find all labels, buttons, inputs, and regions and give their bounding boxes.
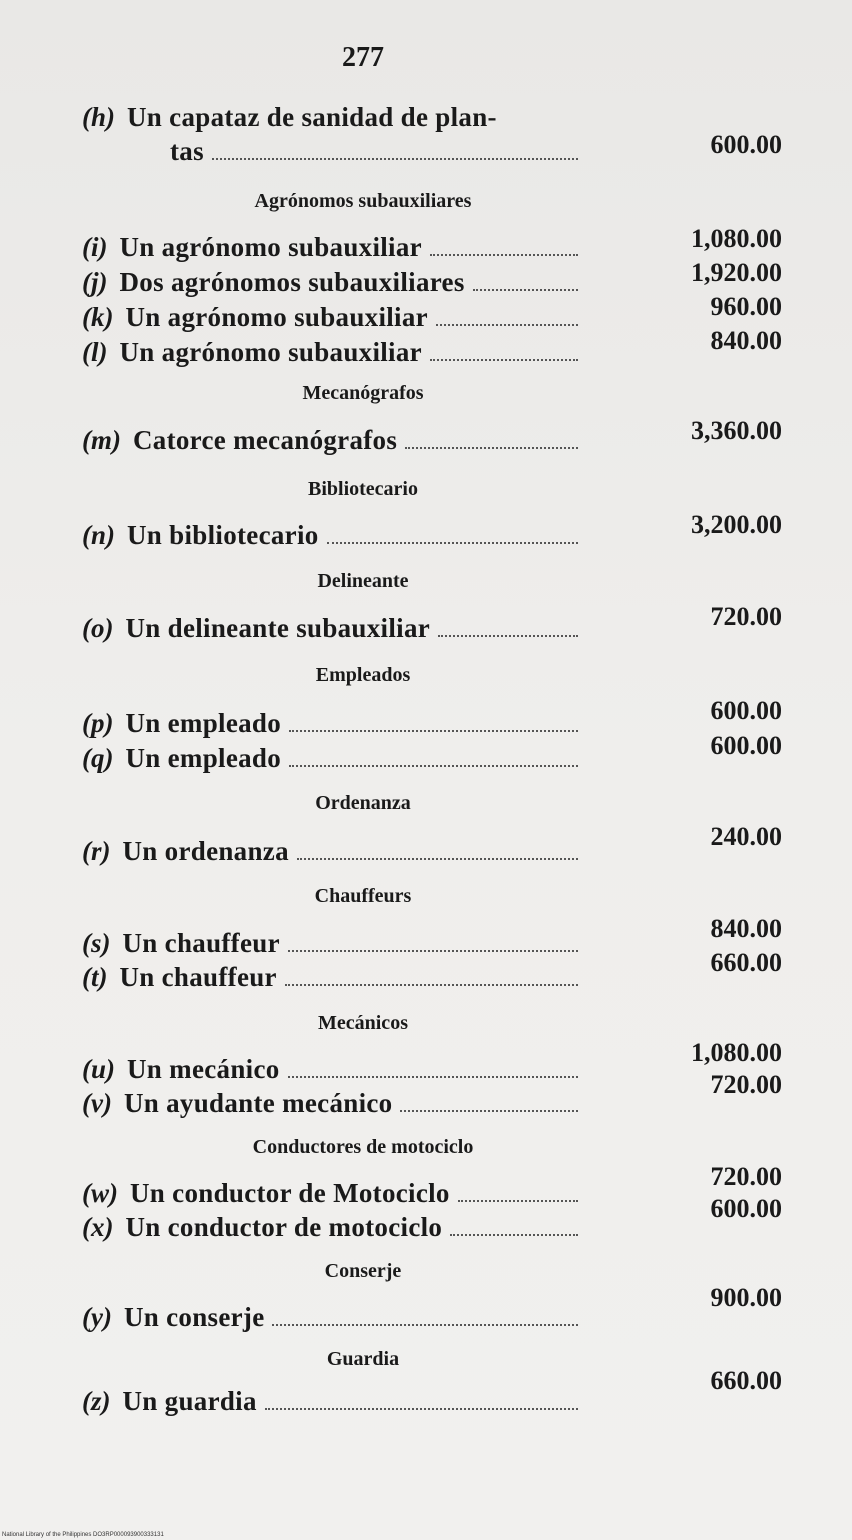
amount-x: 600.00: [710, 1194, 782, 1223]
entry-letter: (l): [82, 337, 108, 367]
entry-r: [82, 834, 578, 868]
entry-v: [82, 1086, 578, 1120]
amount-q: 600.00: [710, 731, 782, 760]
entry-text: Un capataz de sanidad de plan-: [127, 102, 497, 132]
heading-delineante: Delineante: [317, 570, 409, 592]
entry-text: Un chauffeur: [122, 928, 280, 958]
amount-n: 3,200.00: [691, 510, 782, 539]
entry-letter: (j): [82, 267, 108, 297]
dot-leader: [288, 950, 578, 952]
dot-leader: [430, 359, 578, 361]
entry-text: Un empleado: [125, 743, 282, 773]
entry-letter: (h): [82, 102, 115, 132]
dot-leader: [272, 1324, 578, 1326]
entry-text: Un agrónomo subauxiliar: [119, 232, 422, 262]
amount-i: 1,080.00: [691, 224, 782, 253]
entry-text: Un ordenanza: [122, 836, 289, 866]
dot-leader: [430, 254, 578, 256]
heading-empleados: Empleados: [315, 664, 411, 686]
heading-agronomos: Agrónomos subauxiliares: [254, 190, 472, 212]
entry-letter: (x): [82, 1212, 114, 1242]
entry-x: [82, 1210, 578, 1244]
amount-w: 720.00: [710, 1162, 782, 1191]
entry-letter: (q): [82, 743, 114, 773]
amount-p: 600.00: [710, 696, 782, 725]
heading-conductores: Conductores de motociclo: [252, 1136, 474, 1158]
heading-bibliotecario: Bibliotecario: [308, 478, 418, 500]
entry-letter: (u): [82, 1054, 115, 1084]
entry-z: [82, 1384, 578, 1418]
dot-leader: [288, 1076, 578, 1078]
dot-leader: [265, 1408, 578, 1410]
entry-letter: (i): [82, 232, 108, 262]
heading-conserje: Conserje: [324, 1260, 402, 1282]
entry-text: Un guardia: [122, 1386, 257, 1416]
entry-u: [82, 1052, 578, 1086]
heading-mecanicos: Mecánicos: [318, 1012, 408, 1034]
library-footer: National Library of the Philippines DO3RP000093900333131: [2, 1532, 164, 1538]
entry-letter: (z): [82, 1386, 111, 1416]
entry-text: Un empleado: [125, 708, 282, 738]
entry-m: [82, 423, 578, 457]
entry-text: Un agrónomo subauxiliar: [125, 302, 428, 332]
entry-h: [82, 100, 578, 168]
amount-h: 600.00: [710, 130, 782, 159]
entry-letter: (o): [82, 613, 114, 643]
entry-letter: (k): [82, 302, 114, 332]
entry-letter: (v): [82, 1088, 112, 1118]
dot-leader: [400, 1110, 578, 1112]
entry-letter: (r): [82, 836, 111, 866]
entry-text: Catorce mecanógrafos: [132, 425, 398, 455]
entry-q: [82, 741, 578, 775]
entry-w: [82, 1176, 578, 1210]
heading-guardia: Guardia: [326, 1348, 400, 1370]
entry-text: Un conserje: [123, 1302, 265, 1332]
entry-text: Un ayudante mecánico: [123, 1088, 393, 1118]
heading-mecanografos: Mecanógrafos: [302, 382, 424, 404]
amount-o: 720.00: [710, 602, 782, 631]
dot-leader: [327, 542, 578, 544]
entry-letter: (m): [82, 425, 121, 455]
entry-text: Un mecánico: [127, 1054, 280, 1084]
entry-letter: (t): [82, 962, 108, 992]
dot-leader: [450, 1234, 578, 1236]
entry-o: [82, 611, 578, 645]
amount-l: 840.00: [710, 326, 782, 355]
entry-p: [82, 706, 578, 740]
amount-r: 240.00: [710, 822, 782, 851]
entry-text: Un chauffeur: [119, 962, 277, 992]
heading-ordenanza: Ordenanza: [315, 792, 411, 814]
entry-text: Un conductor de motociclo: [125, 1212, 443, 1242]
entry-n: [82, 518, 578, 552]
dot-leader: [438, 635, 578, 637]
dot-leader: [436, 324, 578, 326]
entry-i: [82, 230, 578, 264]
entry-text: Un delineante subauxiliar: [125, 613, 431, 643]
dot-leader: [289, 730, 578, 732]
entry-l: [82, 335, 578, 369]
entry-letter: (n): [82, 520, 115, 550]
page-number: 277: [342, 42, 384, 73]
amount-u: 1,080.00: [691, 1038, 782, 1067]
heading-chauffeurs: Chauffeurs: [314, 885, 412, 907]
amount-z: 660.00: [710, 1366, 782, 1395]
amount-s: 840.00: [710, 914, 782, 943]
entry-text-continuation: tas: [170, 136, 204, 166]
entry-letter: (s): [82, 928, 111, 958]
entry-k: [82, 300, 578, 334]
entry-letter: (p): [82, 708, 114, 738]
dot-leader: [458, 1200, 578, 1202]
entry-j: [82, 265, 578, 299]
entry-text: Un conductor de Motociclo: [130, 1178, 450, 1208]
amount-k: 960.00: [710, 292, 782, 321]
amount-y: 900.00: [710, 1283, 782, 1312]
amount-t: 660.00: [710, 948, 782, 977]
amount-v: 720.00: [710, 1070, 782, 1099]
entry-text: Un agrónomo subauxiliar: [119, 337, 422, 367]
entry-letter: (y): [82, 1302, 112, 1332]
entry-s: [82, 926, 578, 960]
entry-t: [82, 960, 578, 994]
dot-leader: [285, 984, 578, 986]
dot-leader: [405, 447, 578, 449]
amount-m: 3,360.00: [691, 416, 782, 445]
entry-letter: (w): [82, 1178, 118, 1208]
entry-y: [82, 1300, 578, 1334]
dot-leader: [289, 765, 578, 767]
entry-text: Dos agrónomos subauxiliares: [119, 267, 465, 297]
dot-leader: [297, 858, 578, 860]
dot-leader: [212, 158, 578, 160]
dot-leader: [473, 289, 578, 291]
amount-j: 1,920.00: [691, 258, 782, 287]
entry-text: Un bibliotecario: [127, 520, 319, 550]
